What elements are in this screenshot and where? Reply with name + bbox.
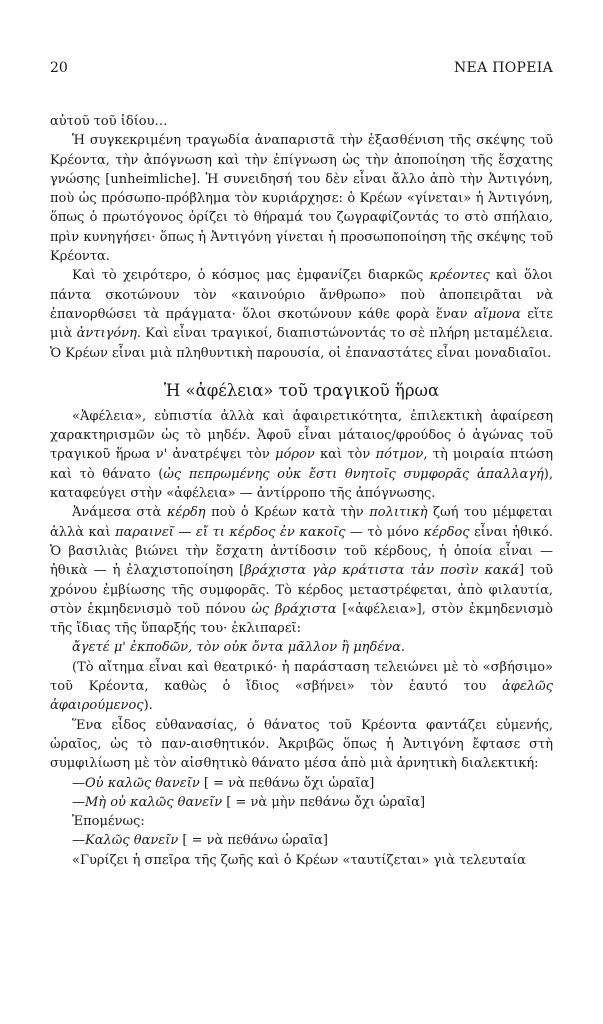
quotation-line: ἄγετέ μ' ἐκποδῶν, τὸν οὐκ ὄντα μᾶλλον ἢ μηδένα. bbox=[72, 640, 406, 656]
paragraph-creons-world: Καὶ τὸ χειρότερο, ὁ κόσμος μας ἐμφανίζει διαρκῶς κρέοντες καὶ ὅλοι πάντα σκοτώνουν τὸν «καινούριο ἄνθρωπο» ποὺ ἀποπειρᾶται νὰ ἐπανορθώσει τὰ πράγματα· ὅλοι σκοτώνουν κάθε φορὰ ἕναν αἵμονα εἴτε μιὰ ἀντιγόνη. Καὶ εἶναι τραγικοί, διαπιστώνοντάς το σὲ πλήρη μεταμέλεια. Ὁ Κρέων εἶναι μιὰ πληθυντικὴ παρουσία, οἱ ἐπαναστάτες εἶναι μοναδιαῖοι. bbox=[50, 268, 553, 361]
section-heading: Ἡ «ἀφέλεια» τοῦ τραγικοῦ ἥρωα bbox=[163, 380, 440, 400]
dialectic-line-2: —Μὴ οὐ καλῶς θανεῖν [ = νὰ μὴν πεθάνω ὄχι ὡραῖα] bbox=[72, 794, 426, 810]
dialectic-line-3: —Καλῶς θανεῖν [ = νὰ πεθάνω ὡραῖα] bbox=[72, 833, 328, 849]
dialectic-line-1: —Οὐ καλῶς θανεῖν [ = νὰ πεθάνω ὄχι ὡραῖα] bbox=[72, 775, 375, 791]
paragraph-profits: Ἀνάμεσα στὰ κέρδη ποὺ ὁ Κρέων κατὰ τὴν πολιτικὴ ζωή του μέμφεται ἀλλὰ καὶ παραινεῖ — εἴ τι κέρδος ἐν κακοῖς — τὸ μόνο κέρδος εἶναι ἠθικό. Ὁ βασιλιὰς βιώνει τὴν ἔσχατη ἀντίδοσιν τοῦ κέρδους, ἡ ὁποία εἶναι — ἠθικὰ — ἡ ἐλαχιστοποίηση [βράχιστα γὰρ κράτιστα τἀν ποσὶν κακά] τοῦ χρόνου ἐμβίωσης τῆς συμφορᾶς. Τὸ κέρδος μεταστρέφεται, ἀπὸ φιλαυτία, στὸν ἐκμηδενισμὸ τοῦ πόνου ὡς βράχιστα [«ἀφέλεια»], στὸν ἐκμηδενισμὸ τῆς ἴδιας τῆς ὕπαρξής του· ἐκλιπαρεῖ: bbox=[50, 505, 553, 637]
running-head-journal-title: ΝΕΑ ΠΟΡΕΙΑ bbox=[454, 60, 553, 76]
paragraph-afeleia: «Ἀφέλεια», εὐπιστία ἀλλὰ καὶ ἀφαιρετικότητα, ἐπιλεκτικὴ ἀφαίρεση χαρακτηρισμῶν ὡς τὸ μηδέν. Ἀφοῦ εἶναι μάταιος/φρούδος ὁ ἀγώνας τοῦ τραγικοῦ ἥρωα ν' ἀνατρέψει τὸν μόρον καὶ τὸν πότμον, τὴ μοιραία πτώση καὶ τὸ θάνατο (ὡς πεπρωμένης οὐκ ἔστι θνητοῖς συμφορᾶς ἀπαλλαγή), καταφεύγει στὴν «ἀφέλεια» — ἀντίρροπο τῆς ἀπόγνωσης. bbox=[50, 408, 554, 502]
paragraph-continuation: αὐτοῦ τοῦ ἰδίου… bbox=[50, 114, 168, 129]
page-number: 20 bbox=[50, 60, 68, 76]
page-body-text bbox=[50, 112, 553, 870]
dialectic-therefore: Ἐπομένως: bbox=[72, 814, 145, 830]
paragraph-theatrical-request: (Τὸ αἴτημα εἶναι καὶ θεατρικό· ἡ παράσταση τελειώνει μὲ τὸ «σβήσιμο» τοῦ Κρέοντα, καθὼς ὁ ἴδιος «σβήνει» τὸν ἑαυτό του ἀφελῶς ἀφαιρούμενος). bbox=[50, 659, 553, 714]
paragraph-tragedy-creon: Ἡ συγκεκριμένη τραγωδία ἀναπαριστᾶ τὴν ἐξασθένιση τῆς σκέψης τοῦ Κρέοντα, τὴν ἀπόγνωση καὶ τὴν ἐπίγνωση ὡς τὴν ἀποποίηση τῆς ἔσχατης γνώσης [unheimliche]. Ἡ συνειδησή του δὲν εἶναι ἄλλο ἀπὸ τὴν Ἀντιγόνη, ποὺ ὡς πρόσωπο-πρόβλημα τὸν κυριάρχησε: ὁ Κρέων «γίνεται» ἡ Ἀντιγόνη, ὅπως ὁ πρωτόγονος ὀρίζει τὸ θήραμά του ζωγραφίζοντάς το στὸ σπήλαιο, πρὶν κυνηγήσει· ὅπως ἡ Ἀντιγόνη γίνεται ἡ προσωποποίηση τῆς σκέψης τοῦ Κρέοντα. bbox=[50, 133, 553, 265]
paragraph-euthanasia: Ἕνα εἶδος εὐθανασίας, ὁ θάνατος τοῦ Κρέοντα φαντάζει εὐμενής, ὡραῖος, ὡς τὸ παν-αισθητικόν. Ἀκριβῶς ὅπως ἡ Ἀντιγόνη ἔφτασε στὴ συμφιλίωση μὲ τὸν αἰσθητικὸ θάνατο μέσα ἀπὸ μιὰ ἀρνητικὴ διαλεκτική: bbox=[50, 717, 553, 772]
paragraph-spiral-of-life: «Γυρίζει ἡ σπεῖρα τῆς ζωῆς καὶ ὁ Κρέων «ταυτίζεται» γιὰ τελευταία bbox=[72, 852, 526, 868]
